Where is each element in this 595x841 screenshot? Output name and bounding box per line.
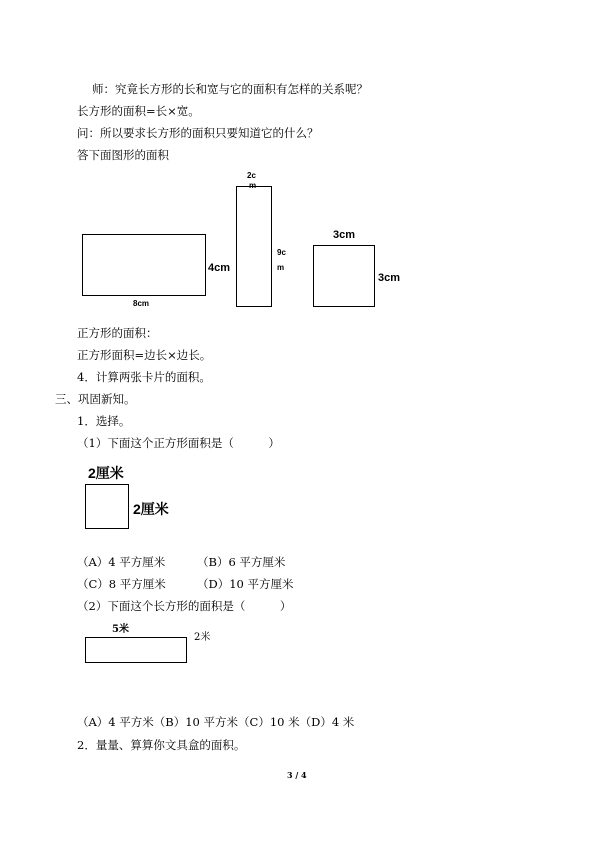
q1-square-side-label: 2厘米 (133, 501, 169, 517)
text-line: 1．选择。 (77, 414, 131, 428)
tall-rect-width-label: 2c (247, 171, 256, 180)
page-number: 3 / 4 (287, 770, 307, 780)
q1-square-top-label: 2厘米 (88, 465, 124, 481)
question-text: （2）下面这个长方形的面积是（ ） (77, 599, 292, 613)
rectangle-8x4 (82, 234, 206, 296)
text-line: 问：所以要求长方形的面积只要知道它的什么？ (77, 126, 319, 140)
question-text: （1）下面这个正方形面积是（ ） (77, 436, 280, 450)
options-line: （A）4 平方米（B）10 平方米（C）10 米（D）4 米 (77, 715, 355, 729)
rect-height-label: 4cm (208, 262, 231, 274)
square-3x3 (313, 245, 375, 307)
rect-width-label: 8cm (133, 299, 150, 308)
q2-rect-side-label: 2米 (194, 632, 211, 643)
q1-square (85, 484, 129, 529)
text-line: 正方形面积=边长×边长。 (77, 348, 212, 362)
text-line: 师：究竟长方形的长和宽与它的面积有怎样的关系呢？ (92, 82, 368, 96)
rectangle-2x9 (236, 186, 272, 307)
square-side-label: 3cm (378, 272, 401, 284)
section-heading: 三、巩固新知。 (55, 392, 136, 406)
text-line: 长方形的面积=长×宽。 (77, 104, 200, 118)
tall-rect-height-label: 9c (277, 248, 286, 257)
option-a: （A）4 平方厘米 (77, 555, 166, 569)
text-line: 4．计算两张卡片的面积。 (77, 370, 211, 384)
tall-rect-width-label-2: m (249, 181, 257, 190)
q2-rectangle (85, 637, 187, 663)
text-line: 答下面图形的面积 (77, 148, 169, 162)
text-line: 2．量量、算算你文具盒的面积。 (77, 738, 246, 752)
tall-rect-height-label-2: m (277, 263, 285, 272)
option-c: （C）8 平方厘米 (77, 577, 166, 591)
square-top-label: 3cm (333, 229, 356, 241)
q2-rect-top-label: 5米 (112, 624, 129, 635)
text-line: 正方形的面积： (77, 326, 158, 340)
option-b: （B）6 平方厘米 (197, 555, 286, 569)
option-d: （D）10 平方厘米 (197, 577, 294, 591)
